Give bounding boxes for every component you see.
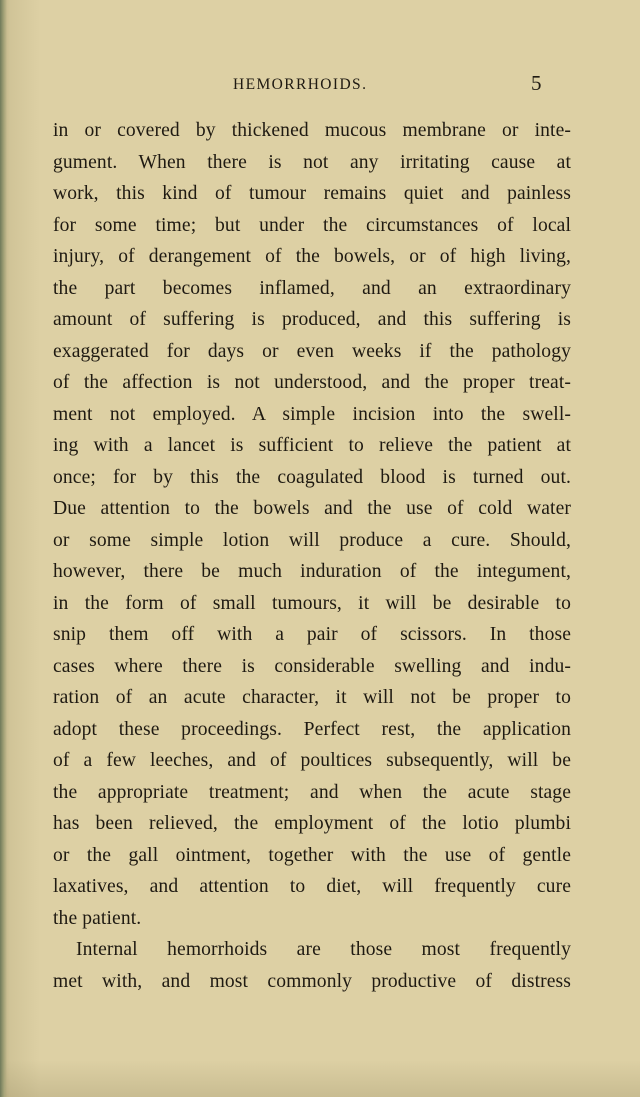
text-line: in or covered by thickened mucous membrane or inte- xyxy=(53,120,571,141)
text-line: adopt these proceedings. Perfect rest, the application xyxy=(53,718,571,740)
text-line: once; for by this the coagulated blood is turned out. xyxy=(53,466,571,488)
text-line: laxatives, and attention to diet, will frequently cure xyxy=(53,876,571,897)
text-line: injury, of derangement of the bowels, or of high living, xyxy=(53,246,571,267)
text-line: for some time; but under the circumstances of local xyxy=(53,214,571,236)
text-line: however, there be much induration of the integument, xyxy=(53,561,571,582)
spine-shadow xyxy=(0,0,7,1097)
text-line: Due attention to the bowels and the use of cold water xyxy=(53,498,571,519)
running-title: HEMORRHOIDS. xyxy=(233,76,368,93)
text-line: exaggerated for days or even weeks if the pathology xyxy=(53,340,571,362)
text-line: met with, and most commonly productive of distress xyxy=(53,970,571,992)
running-head xyxy=(0,68,640,98)
text-line: in the form of small tumours, it will be desirable to xyxy=(53,592,571,614)
text-line: amount of suffering is produced, and this suffering is xyxy=(53,309,571,330)
text-line: has been relieved, the employment of the lotio plumbi xyxy=(53,813,571,834)
text-line: cases where there is considerable swelling and indu- xyxy=(53,655,571,677)
text-line: of the affection is not understood, and the proper treat- xyxy=(53,372,571,393)
text-line: the appropriate treatment; and when the acute stage xyxy=(53,781,571,803)
body-text xyxy=(53,115,571,997)
text-line: or some simple lotion will produce a cure. Should, xyxy=(53,529,571,551)
text-line: ration of an acute character, it will not be proper to xyxy=(53,687,571,708)
text-line: Internal hemorrhoids are those most frequently xyxy=(76,939,571,960)
page-number: 5 xyxy=(531,71,542,95)
text-line: of a few leeches, and of poultices subsequently, will be xyxy=(53,750,571,771)
text-line: snip them off with a pair of scissors. In those xyxy=(53,624,571,645)
text-line: ing with a lancet is sufficient to relieve the patient at xyxy=(53,435,571,456)
text-line: or the gall ointment, together with the use of gentle xyxy=(53,844,571,866)
text-line: work, this kind of tumour remains quiet and painless xyxy=(53,183,571,204)
text-line: ment not employed. A simple incision into the swell- xyxy=(53,403,571,425)
text-line: the patient. xyxy=(53,907,142,929)
text-line: the part becomes inflamed, and an extraordinary xyxy=(53,277,571,299)
text-line: gument. When there is not any irritating cause at xyxy=(53,151,571,173)
